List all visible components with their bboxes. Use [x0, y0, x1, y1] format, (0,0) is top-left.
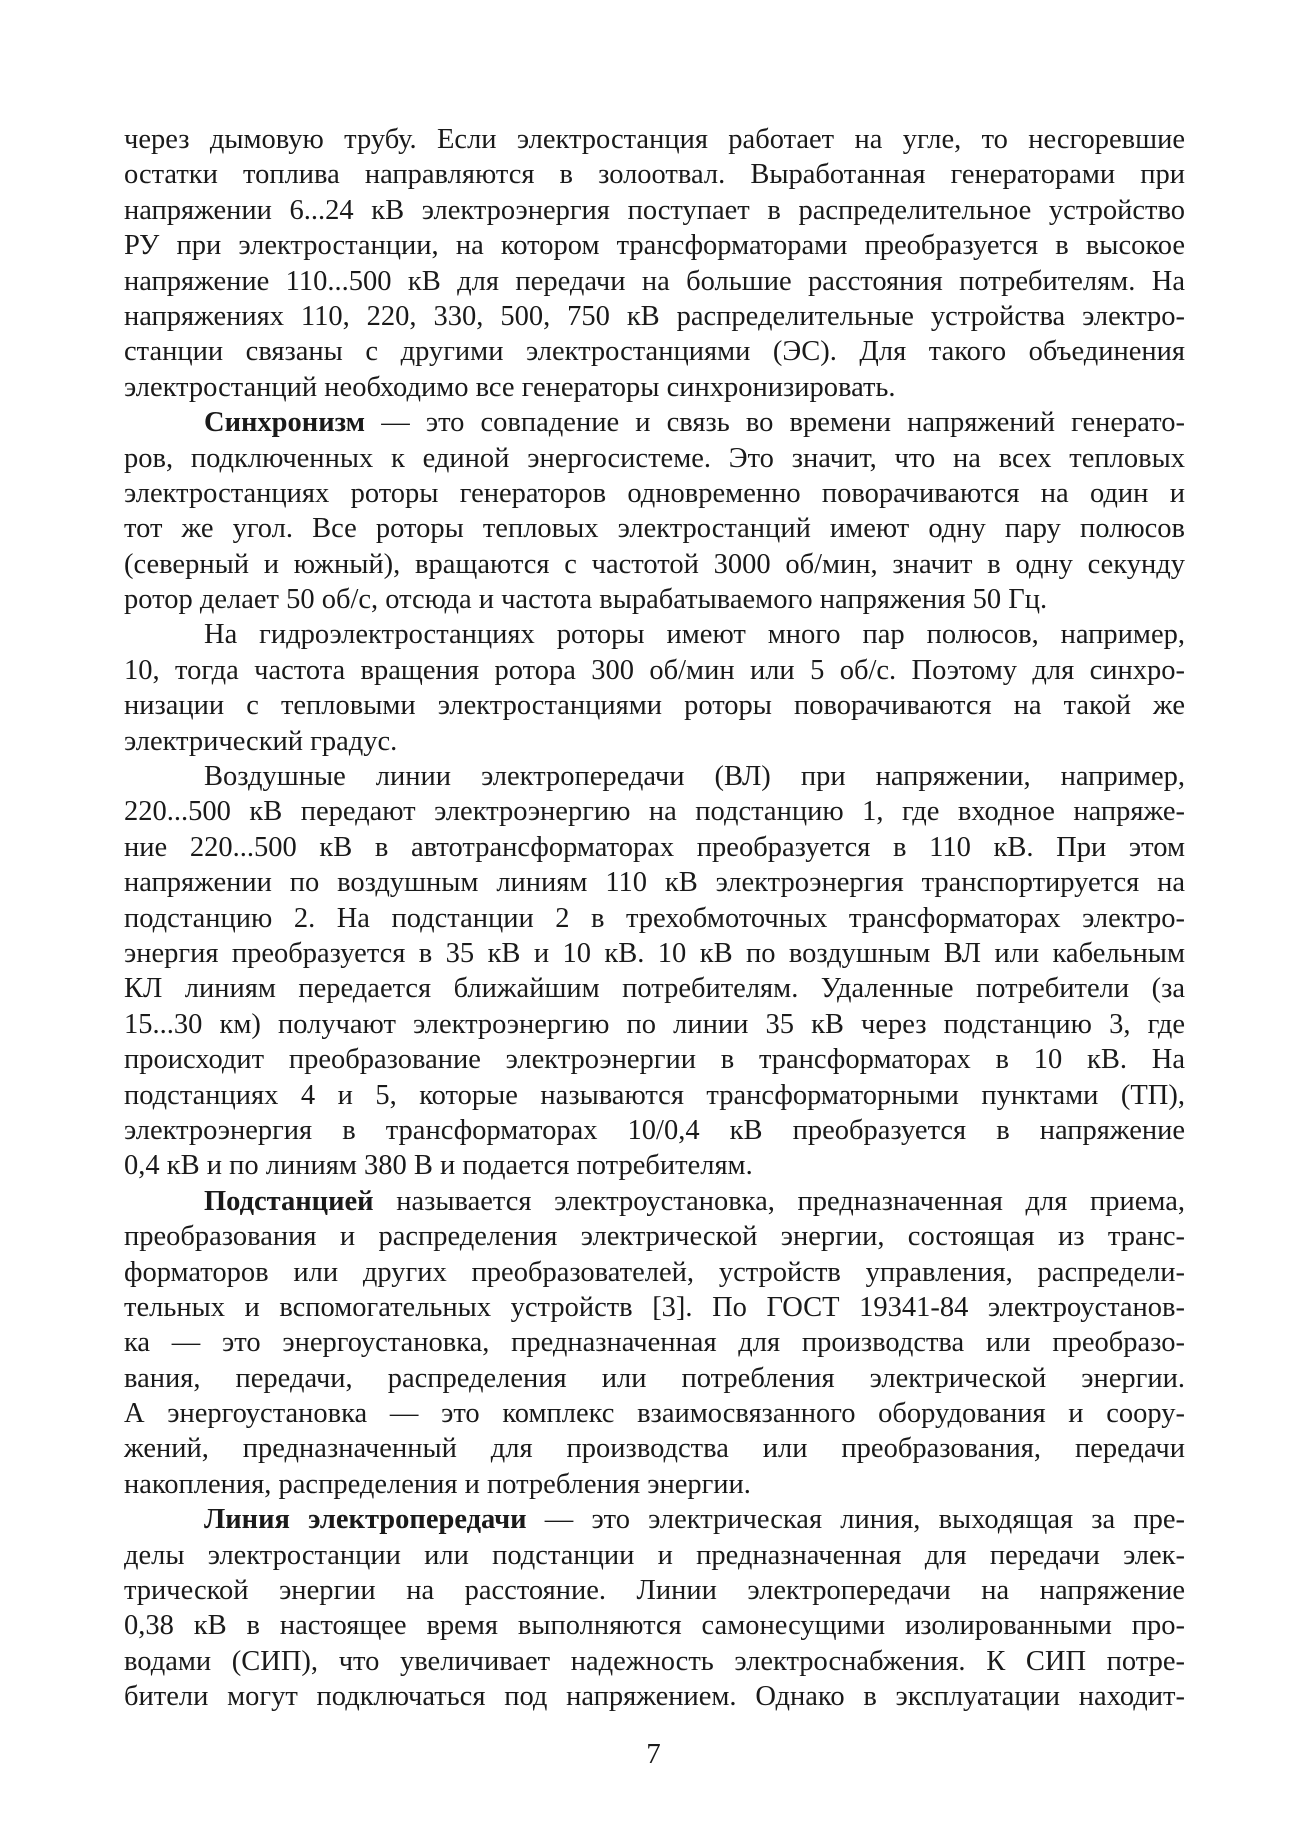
term-substation: Подстанцией — [204, 1185, 374, 1217]
text-line: Воздушные линии электропередачи (ВЛ) при напряжении, например, — [204, 761, 1185, 793]
text-line: тельных и вспомогательных устройств [3]. По ГОСТ 19341-84 электроустанов- — [124, 1291, 1185, 1323]
text-line: энергия преобразуется в 35 кВ и 10 кВ. 10 кВ по воздушным ВЛ или кабельным — [124, 937, 1185, 969]
term-power-line: Линия электропередачи — [204, 1504, 527, 1536]
text-line: На гидроэлектростанциях роторы имеют много пар полюсов, например, — [204, 619, 1185, 651]
text-line: низации с тепловыми электростанциями роторы поворачиваются на такой же — [124, 690, 1185, 722]
page-number: 7 — [646, 1738, 661, 1770]
text-line: напряжение 110...500 кВ для передачи на большие расстояния потребителям. На — [124, 265, 1185, 297]
text-line: ров, подключенных к единой энергосистеме. Это значит, что на всех тепловых — [124, 442, 1185, 474]
text-line: через дымовую трубу. Если электростанция работает на угле, то несгоревшие — [124, 124, 1185, 155]
text-line: подстанциях 4 и 5, которые называются трансформаторными пунктами (ТП), — [124, 1079, 1185, 1111]
text-line: водами (СИП), что увеличивает надежность электроснабжения. К СИП потре- — [124, 1645, 1185, 1677]
text-line: электростанций необходимо все генераторы синхронизировать. — [124, 371, 896, 403]
text-line: (северный и южный), вращаются с частотой 3000 об/мин, значит в одну секунду — [124, 548, 1185, 580]
text-line: напряжении 6...24 кВ электроэнергия поступает в распределительное устройство — [124, 194, 1185, 226]
text-line: остатки топлива направляются в золоотвал. Выработанная генераторами при — [124, 159, 1185, 191]
text-line — [124, 1184, 1185, 1219]
text-line: 0,4 кВ и по линиям 380 В и подается потребителям. — [124, 1150, 753, 1182]
text-line-rest: — это совпадение и связь во времени напряжений генерато- — [365, 407, 1185, 439]
text-line: ние 220...500 кВ в автотрансформаторах преобразуется в 110 кВ. При этом — [124, 831, 1185, 863]
text-line: 15...30 км) получают электроэнергию по линии 35 кВ через подстанцию 3, где — [124, 1008, 1185, 1040]
text-line: делы электростанции или подстанции и предназначенная для передачи элек- — [124, 1539, 1185, 1571]
text-line-rest: называется электроустановка, предназначенная для приема, — [373, 1185, 1185, 1217]
text-line: напряжениях 110, 220, 330, 500, 750 кВ распределительные устройства электро- — [124, 300, 1185, 332]
text-line: станции связаны с другими электростанциями (ЭС). Для такого объединения — [124, 336, 1185, 368]
text-line: трической энергии на расстояние. Линии электропередачи на напряжение — [124, 1575, 1185, 1607]
text-line: электрический градус. — [124, 725, 398, 757]
body-text — [124, 122, 1185, 1715]
text-line: ка — это энергоустановка, предназначенная для производства или преобразо- — [124, 1327, 1185, 1359]
text-line: РУ при электростанции, на котором трансформаторами преобразуется в высокое — [124, 230, 1185, 262]
text-line: КЛ линиям передается ближайшим потребителям. Удаленные потребители (за — [124, 973, 1185, 1005]
text-line: происходит преобразование электроэнергии в трансформаторах в 10 кВ. На — [124, 1044, 1185, 1076]
text-line: напряжении по воздушным линиям 110 кВ электроэнергия транспортируется на — [124, 867, 1185, 899]
text-line: накопления, распределения и потребления энергии. — [124, 1468, 751, 1500]
text-line: тот же угол. Все роторы тепловых электростанций имеют одну пару полюсов — [124, 513, 1185, 545]
text-line: электростанциях роторы генераторов одновременно поворачиваются на один и — [124, 477, 1185, 509]
text-line: электроэнергия в трансформаторах 10/0,4 кВ преобразуется в напряжение — [124, 1114, 1185, 1146]
text-line — [124, 1502, 1185, 1537]
text-line: 10, тогда частота вращения ротора 300 об/мин или 5 об/с. Поэтому для синхро- — [124, 654, 1185, 686]
text-line: А энергоустановка — это комплекс взаимосвязанного оборудования и соору- — [124, 1398, 1185, 1430]
text-line — [124, 405, 1185, 440]
text-line: вания, передачи, распределения или потребления электрической энергии. — [124, 1362, 1185, 1394]
text-line: подстанцию 2. На подстанции 2 в трехобмоточных трансформаторах электро- — [124, 902, 1185, 934]
text-line-rest: — это электрическая линия, выходящая за пре- — [526, 1504, 1185, 1536]
text-line: ротор делает 50 об/с, отсюда и частота вырабатываемого напряжения 50 Гц. — [124, 584, 1048, 616]
text-line: 0,38 кВ в настоящее время выполняются самонесущими изолированными про- — [124, 1610, 1185, 1642]
text-line: форматоров или других преобразователей, устройств управления, распредели- — [124, 1256, 1185, 1288]
term-synchronism: Синхронизм — [204, 407, 366, 439]
text-line: преобразования и распределения электрической энергии, состоящая из транс- — [124, 1221, 1185, 1253]
text-line: 220...500 кВ передают электроэнергию на подстанцию 1, где входное напряже- — [124, 796, 1185, 828]
text-line: бители могут подключаться под напряжением. Однако в эксплуатации находит- — [124, 1681, 1185, 1713]
text-line: жений, предназначенный для производства или преобразования, передачи — [124, 1433, 1185, 1465]
